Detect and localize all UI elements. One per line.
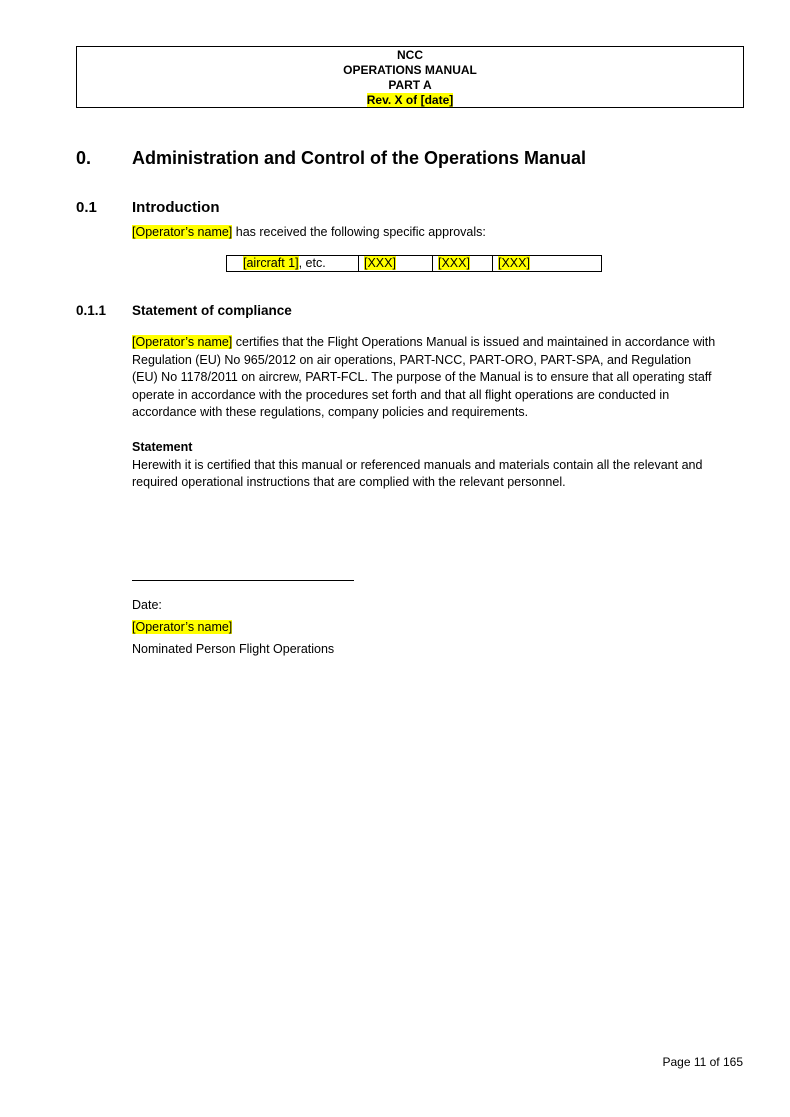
approvals-cell-2 bbox=[433, 256, 493, 272]
header-revision bbox=[77, 93, 743, 108]
approvals-cell-3 bbox=[493, 256, 602, 272]
operator-name-placeholder: [Operator’s name] bbox=[132, 225, 233, 239]
section-0-title: Administration and Control of the Operations Manual bbox=[132, 148, 587, 168]
rev-number: X bbox=[394, 93, 403, 107]
section-0-1-title: Introduction bbox=[132, 199, 220, 216]
section-0-1-number: 0.1 bbox=[76, 199, 97, 216]
header-line-part: PART A bbox=[388, 78, 432, 92]
statement-line-1: Herewith it is certified that this manual or referenced manuals and materials contain all the relevant and bbox=[132, 457, 703, 472]
compliance-paragraph bbox=[132, 334, 715, 422]
section-0-1-1-number: 0.1.1 bbox=[76, 303, 107, 318]
approvals-table bbox=[226, 255, 602, 272]
intro-paragraph bbox=[132, 224, 486, 242]
signature-line bbox=[132, 580, 354, 581]
statement-block bbox=[132, 439, 702, 492]
section-0-1-1-title: Statement of compliance bbox=[132, 303, 292, 318]
section-0-number: 0. bbox=[76, 148, 92, 168]
compliance-line-4: operate in accordance with the procedures set forth and that all flight operations are conducted in bbox=[132, 387, 670, 402]
aircraft-suffix: , etc. bbox=[298, 256, 326, 270]
compliance-line-1: [Operator’s name] certifies that the Flight Operations Manual is issued and maintained in accordance with bbox=[132, 335, 716, 349]
header-line-manual: OPERATIONS MANUAL bbox=[343, 63, 477, 77]
aircraft-placeholder: [aircraft 1] bbox=[243, 256, 299, 270]
statement-heading: Statement bbox=[132, 440, 193, 454]
rev-of: of bbox=[405, 93, 418, 107]
compliance-line-5: accordance with these regulations, company policies and requirements. bbox=[132, 405, 529, 419]
approval-placeholder-2: [XXX] bbox=[438, 256, 470, 270]
header-line-ncc: NCC bbox=[397, 48, 423, 62]
compliance-line-3: (EU) No 1178/2011 on aircrew, PART-FCL. The purpose of the Manual is to ensure that all operating staff bbox=[132, 370, 712, 384]
rev-prefix: Rev. bbox=[366, 93, 392, 107]
approval-placeholder-3: [XXX] bbox=[498, 256, 530, 270]
intro-text: has received the following specific approvals: bbox=[232, 225, 486, 239]
approvals-aircraft-cell bbox=[227, 256, 359, 272]
approvals-cell-1 bbox=[359, 256, 433, 272]
signature-role: Nominated Person Flight Operations bbox=[132, 642, 335, 656]
statement-line-2: required operational instructions that are complied with the relevant personnel. bbox=[132, 475, 566, 489]
compliance-line-2: Regulation (EU) No 965/2012 on air operations, PART-NCC, PART-ORO, PART-SPA, and Regulation bbox=[132, 352, 692, 367]
operator-name-placeholder: [Operator’s name] bbox=[132, 620, 233, 634]
page-number: Page 11 of 165 bbox=[662, 1055, 743, 1069]
operator-name-placeholder: [Operator’s name] bbox=[132, 335, 233, 349]
approvals-row bbox=[227, 256, 602, 272]
rev-date: [date] bbox=[420, 93, 454, 107]
document-header bbox=[76, 46, 744, 108]
signature-date-label: Date: bbox=[132, 598, 162, 612]
approval-placeholder-1: [XXX] bbox=[364, 256, 396, 270]
signature-operator bbox=[132, 619, 232, 637]
